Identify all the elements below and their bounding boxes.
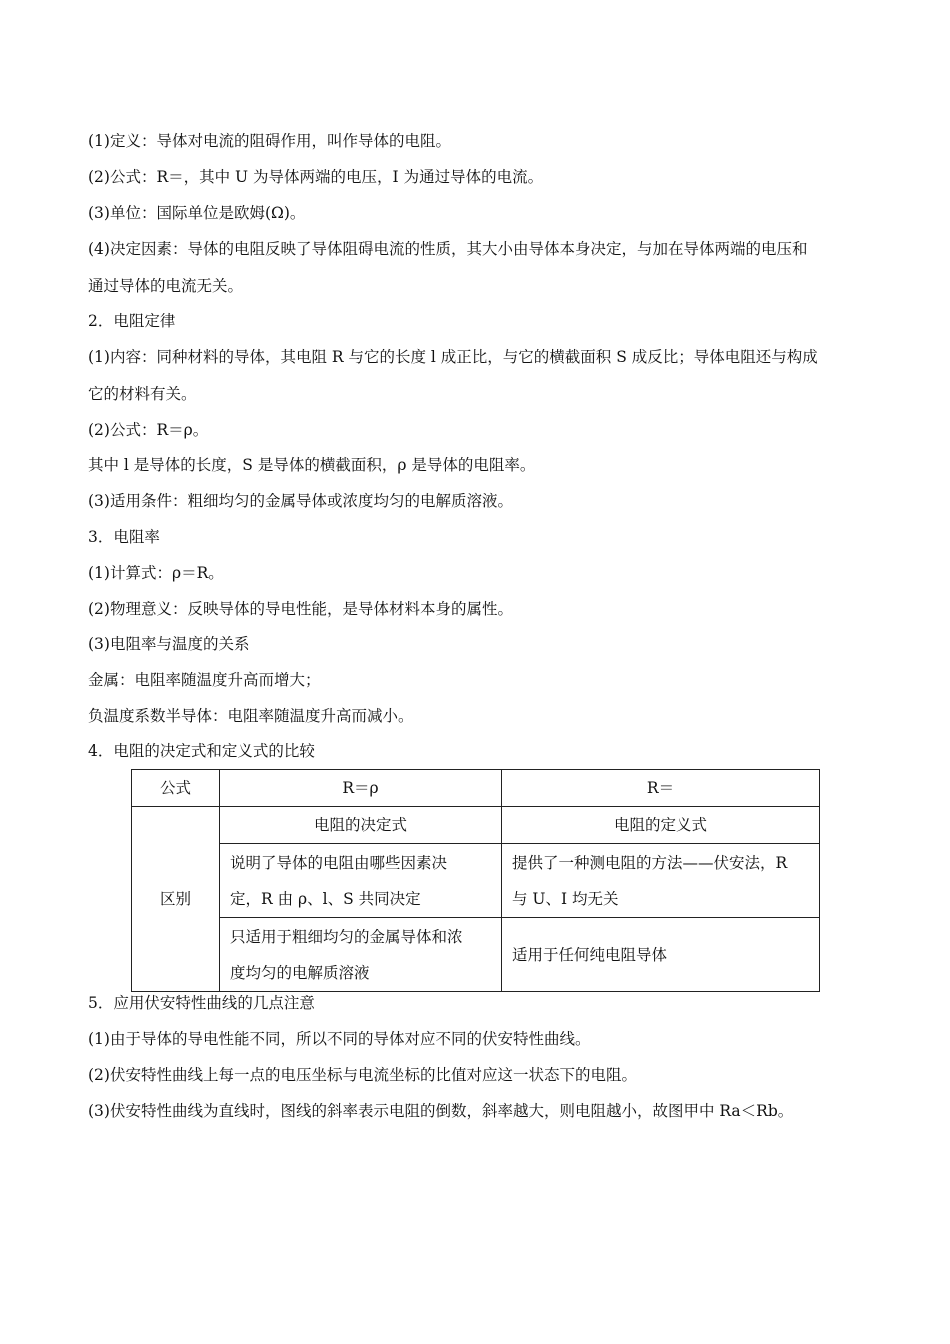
resistivity-meaning: (2)物理意义：反映导体的导电性能，是导体材料本身的属性。: [88, 600, 513, 618]
table-row: [132, 807, 820, 844]
law-formula: (2)公式：R＝ρ。: [88, 421, 209, 439]
section2-heading: 2．电阻定律: [88, 312, 176, 330]
table-cell-line: 说明了导体的电阻由哪些因素决: [230, 853, 448, 872]
unit-text: (3)单位：国际单位是欧姆(Ω)。: [88, 204, 306, 222]
factors-text-1: (4)决定因素：导体的电阻反映了导体阻碍电流的性质，其大小由导体本身决定，与加在导体两端的电压和: [88, 240, 808, 258]
resistivity-calc: (1)计算式：ρ＝R。: [88, 564, 224, 582]
law-explain: 其中 l 是导体的长度，S 是导体的横截面积，ρ 是导体的电阻率。: [88, 456, 536, 474]
table-row: [132, 770, 820, 807]
resistivity-metal: 金属：电阻率随温度升高而增大；: [88, 671, 321, 689]
resistivity-semiconductor: 负温度系数半导体：电阻率随温度升高而减小。: [88, 707, 414, 725]
table-cell-line: 提供了一种测电阻的方法——伏安法，R: [512, 853, 788, 872]
curve-note-3: (3)伏安特性曲线为直线时，图线的斜率表示电阻的倒数，斜率越大，则电阻越小，故图甲中 Ra＜Rb。: [88, 1102, 794, 1120]
definition-text: (1)定义：导体对电流的阻碍作用，叫作导体的电阻。: [88, 132, 451, 150]
section5-heading: 5．应用伏安特性曲线的几点注意: [88, 994, 315, 1012]
curve-note-2: (2)伏安特性曲线上每一点的电压坐标与电流坐标的比值对应这一状态下的电阻。: [88, 1066, 637, 1084]
table-cell: 电阻的定义式: [502, 807, 820, 844]
formula-text: (2)公式：R＝，其中 U 为导体两端的电压，I 为通过导体的电流。: [88, 168, 544, 186]
table-cell: [220, 844, 502, 918]
table-header-col1: R＝ρ: [220, 770, 502, 807]
table-cell-line: 度均匀的电解质溶液: [230, 963, 370, 982]
section4-heading: 4．电阻的决定式和定义式的比较: [88, 742, 315, 760]
table-header-col2: R＝: [502, 770, 820, 807]
resistivity-temp: (3)电阻率与温度的关系: [88, 635, 250, 653]
table-cell: [220, 918, 502, 992]
law-content-1: (1)内容：同种材料的导体，其电阻 R 与它的长度 l 成正比，与它的横截面积 S 成反比；导体电阻还与构成: [88, 348, 818, 366]
table-row: [132, 844, 820, 918]
table-cell-line: 与 U、I 均无关: [512, 889, 619, 908]
curve-note-1: (1)由于导体的导电性能不同，所以不同的导体对应不同的伏安特性曲线。: [88, 1030, 591, 1048]
table-row: [132, 918, 820, 992]
law-content-2: 它的材料有关。: [88, 385, 197, 403]
table-row-label: 区别: [132, 807, 220, 992]
comparison-table: [131, 769, 820, 992]
table-cell: [502, 844, 820, 918]
law-condition: (3)适用条件：粗细均匀的金属导体或浓度均匀的电解质溶液。: [88, 492, 513, 510]
table-cell: 电阻的决定式: [220, 807, 502, 844]
table-cell-line: 只适用于粗细均匀的金属导体和浓: [230, 927, 463, 946]
section3-heading: 3．电阻率: [88, 528, 160, 546]
table-cell-line: 定，R 由 ρ、l、S 共同决定: [230, 889, 421, 908]
factors-text-2: 通过导体的电流无关。: [88, 277, 244, 295]
table-header-formula: 公式: [132, 770, 220, 807]
table-cell: 适用于任何纯电阻导体: [502, 918, 820, 992]
